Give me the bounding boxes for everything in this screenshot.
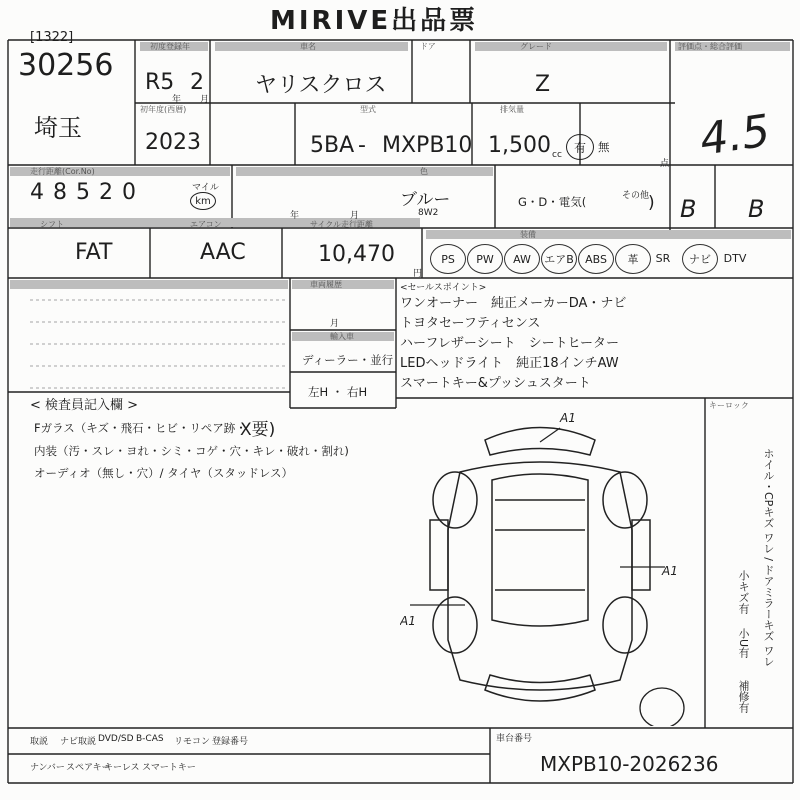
- era-year: R5: [145, 70, 175, 95]
- inspector-heading: < 検査員記入欄 >: [30, 398, 139, 413]
- bottom-cell: ナンバー: [30, 763, 65, 773]
- grade-value: Z: [535, 72, 551, 97]
- inspector-glass: Fガラス（キズ・飛石・ヒビ・リペア跡・: [34, 421, 247, 435]
- inspection-year: 年: [290, 211, 300, 221]
- color-code: 8W2: [418, 208, 439, 218]
- sales-point: トヨタセーフティセンス: [400, 316, 541, 331]
- mileage-digit: 4: [30, 180, 44, 205]
- yen-unit: 円: [413, 269, 423, 279]
- header-bar: [475, 42, 667, 51]
- sales-point: スマートキー&プッシュスタート: [400, 376, 591, 391]
- bottom-row1: [30, 734, 250, 747]
- engine-prefix: 5BA: [310, 133, 355, 158]
- inspector-audio: オーディオ（無し・穴）/ タイヤ（スタッドレス）: [34, 466, 294, 480]
- damage-mark: A1: [400, 614, 416, 628]
- history-dealer: ディーラー・並行: [302, 353, 394, 367]
- recycle-no: 無: [598, 140, 610, 154]
- paint-close: ): [648, 193, 655, 213]
- paint-other: その他: [622, 191, 650, 201]
- damage-mark: A1: [560, 411, 576, 425]
- sheet-title: MIRIVE出品票: [270, 6, 479, 36]
- right-note: 小キズ有: [737, 570, 750, 614]
- label-cycle: サイクル走行距離: [310, 220, 374, 229]
- model-dash: -: [358, 133, 366, 158]
- car-name: ヤリスクロス: [255, 73, 387, 98]
- cc-unit: cc: [552, 150, 562, 160]
- header-bar: [10, 280, 288, 289]
- equip-abs: ABS: [578, 244, 614, 274]
- lot-region: 埼玉: [34, 114, 82, 142]
- bottom-cell: スペアキー: [66, 763, 111, 773]
- aircon-value: AAC: [200, 240, 246, 265]
- car-damage-diagram: [400, 400, 700, 726]
- label-mileage: 走行距離(Cor.No): [30, 167, 95, 176]
- equip-navi: ナビ: [682, 244, 718, 274]
- bottom-cell: キーレス: [104, 763, 140, 773]
- equip-airbag: エアB: [541, 244, 577, 274]
- lot-number: 30256: [18, 48, 114, 83]
- header-bar: [292, 280, 394, 289]
- bottom-row2: [30, 760, 196, 773]
- cycle-value: 10,470: [318, 242, 395, 267]
- label-history: 車両履歴: [310, 280, 342, 289]
- label-color: 色: [420, 167, 428, 176]
- equip-dtv: DTV: [723, 251, 747, 265]
- equip-aw: AW: [504, 244, 540, 274]
- inspection-month: 月: [350, 211, 360, 221]
- label-aircon: エアコン: [190, 220, 222, 229]
- bottom-cell: スマートキー: [142, 763, 196, 773]
- equip-sr: SR: [655, 251, 671, 265]
- month-unit: 月: [200, 95, 210, 105]
- bottom-cell: B-CAS: [136, 734, 164, 744]
- history-month: 月: [330, 319, 340, 329]
- mileage-digits: [30, 180, 136, 205]
- model-code-value: MXPB10: [382, 133, 473, 158]
- header-bar: [426, 230, 791, 239]
- wheel-note: ホイル・CPキズ ワレ / ドアミラーキズ ワレ: [762, 448, 775, 668]
- bottom-cell: リモコン: [174, 737, 211, 747]
- paint-options: G・D・電気(: [518, 195, 587, 209]
- label-import: 輸入車: [330, 332, 354, 341]
- mileage-digit: 5: [76, 180, 90, 205]
- bottom-cell: DVD/SD: [98, 734, 134, 744]
- label-car-name: 車名: [300, 42, 316, 51]
- chassis-number: MXPB10-2026236: [540, 752, 719, 776]
- interior-score: B: [680, 195, 697, 223]
- right-note: 小U有: [737, 628, 750, 659]
- evaluation-score: 4.5: [696, 105, 774, 166]
- model-year-value: 2023: [145, 130, 201, 155]
- year-unit: 年: [172, 95, 182, 105]
- history-handle: 左H ・ 右H: [308, 385, 368, 399]
- equip-ps: PS: [430, 244, 466, 274]
- right-note: 補修有: [737, 680, 750, 713]
- damage-mark: A1: [662, 564, 678, 578]
- bottom-cell: ナビ取説: [60, 737, 97, 747]
- mile-unit: マイル: [192, 183, 219, 193]
- recycle-yes: 有: [566, 134, 594, 160]
- header-bar: [236, 167, 493, 176]
- mileage-digit: 2: [99, 180, 113, 205]
- mileage-digit: 0: [122, 180, 136, 205]
- score-unit: 点: [660, 159, 670, 169]
- label-registration: 初度登録年: [150, 42, 190, 51]
- chassis-label: 車台番号: [496, 734, 533, 744]
- lot-bracket: [1322]: [30, 30, 74, 45]
- label-keylock: キーロック: [709, 401, 749, 410]
- sales-points-list: [400, 294, 626, 394]
- label-equipment: 装備: [520, 230, 536, 239]
- label-displacement: 排気量: [500, 105, 524, 114]
- label-model-code: 型式: [360, 105, 376, 114]
- equip-leather: 革: [615, 244, 651, 274]
- shift-value: FAT: [75, 240, 113, 265]
- exterior-score: B: [748, 195, 765, 223]
- inspector-glass-note: X要): [240, 420, 276, 440]
- bottom-cell: 取説: [30, 737, 49, 747]
- sales-points-label: <セールスポイント>: [400, 283, 487, 293]
- displacement-value: 1,500: [488, 133, 551, 158]
- inspector-interior: 内装（汚・スレ・ヨれ・シミ・コゲ・穴・キレ・破れ・割れ): [34, 444, 349, 458]
- sales-point: ワンオーナー 純正メーカーDA・ナビ: [400, 296, 627, 311]
- km-unit: km: [190, 192, 216, 210]
- sales-point: LEDヘッドライト 純正18インチAW: [400, 356, 619, 371]
- bottom-cell: 登録番号: [212, 737, 249, 747]
- label-grade: グレード: [520, 42, 552, 51]
- label-door: ドア: [420, 42, 436, 51]
- color-value: ブルー: [400, 190, 451, 210]
- label-evaluation: 評価点・総合評価: [678, 42, 742, 51]
- label-shift: シフト: [40, 220, 64, 229]
- label-model-year: 初年度(西暦): [140, 105, 187, 114]
- mileage-digit: 8: [53, 180, 67, 205]
- sales-point: ハーフレザーシート シートヒーター: [400, 336, 620, 351]
- era-month: 2: [190, 70, 204, 95]
- equip-pw: PW: [467, 244, 503, 274]
